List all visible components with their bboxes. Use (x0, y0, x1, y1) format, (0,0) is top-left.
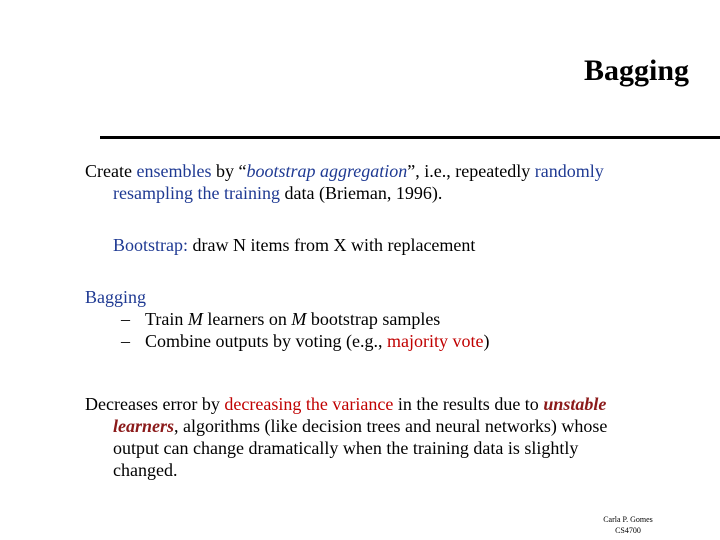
sub-bullet-train (85, 308, 489, 330)
term-ensembles: ensembles (136, 161, 212, 181)
bullet-variance (85, 393, 695, 481)
sub-bullet-combine (85, 330, 489, 352)
text: data (Brieman, 1996). (279, 183, 443, 203)
term-unstable: unstable (543, 394, 607, 414)
footer-course: CS4700 (615, 526, 641, 535)
dash-marker: – (121, 309, 130, 329)
bullet-bagging-head: Bagging (85, 287, 146, 307)
text: draw N items from X with replacement (188, 235, 476, 255)
bullet-variance-line3: output can change dramatically when the training data is slightly (113, 438, 579, 458)
term-learners: learners (113, 416, 175, 436)
dash-marker: – (121, 331, 130, 351)
term-bootstrap: Bootstrap: (113, 235, 188, 255)
text: in the results due to (393, 394, 544, 414)
text: Combine outputs by voting (e.g., (145, 331, 387, 351)
bullet-variance-line1 (85, 393, 695, 415)
title-divider (100, 136, 720, 139)
bullet-bootstrap (85, 234, 475, 256)
text: ”, i.e., repeatedly (407, 161, 535, 181)
text: , algorithms (like decision trees and neural networks) whose (174, 416, 608, 436)
text: ) (483, 331, 490, 351)
bullet-ensembles-line1 (85, 160, 685, 182)
text: Train (145, 309, 188, 329)
footer-credit (596, 514, 660, 536)
footer-author: Carla P. Gomes (603, 515, 653, 524)
text: Decreases error by (85, 394, 225, 414)
bullet-ensembles (85, 160, 685, 204)
var-m: M (187, 309, 203, 329)
slide-title: Bagging (583, 54, 689, 87)
text: learners on (202, 309, 292, 329)
bullet-ensembles-line2 (85, 182, 685, 204)
text: by “ (211, 161, 247, 181)
text: bootstrap samples (306, 309, 441, 329)
bullet-bootstrap-line (85, 234, 475, 256)
term-bootstrap-aggregation: bootstrap aggregation (246, 161, 408, 181)
term-decreasing-variance: decreasing the variance (224, 394, 394, 414)
bullet-variance-line2 (85, 415, 695, 437)
term-resampling: resampling the training (113, 183, 280, 203)
bullet-bagging (85, 286, 489, 352)
bullet-variance-line4: changed. (113, 460, 178, 480)
text: Create (85, 161, 137, 181)
term-randomly: randomly (534, 161, 604, 181)
var-m: M (291, 309, 307, 329)
term-majority-vote: majority vote (387, 331, 484, 351)
